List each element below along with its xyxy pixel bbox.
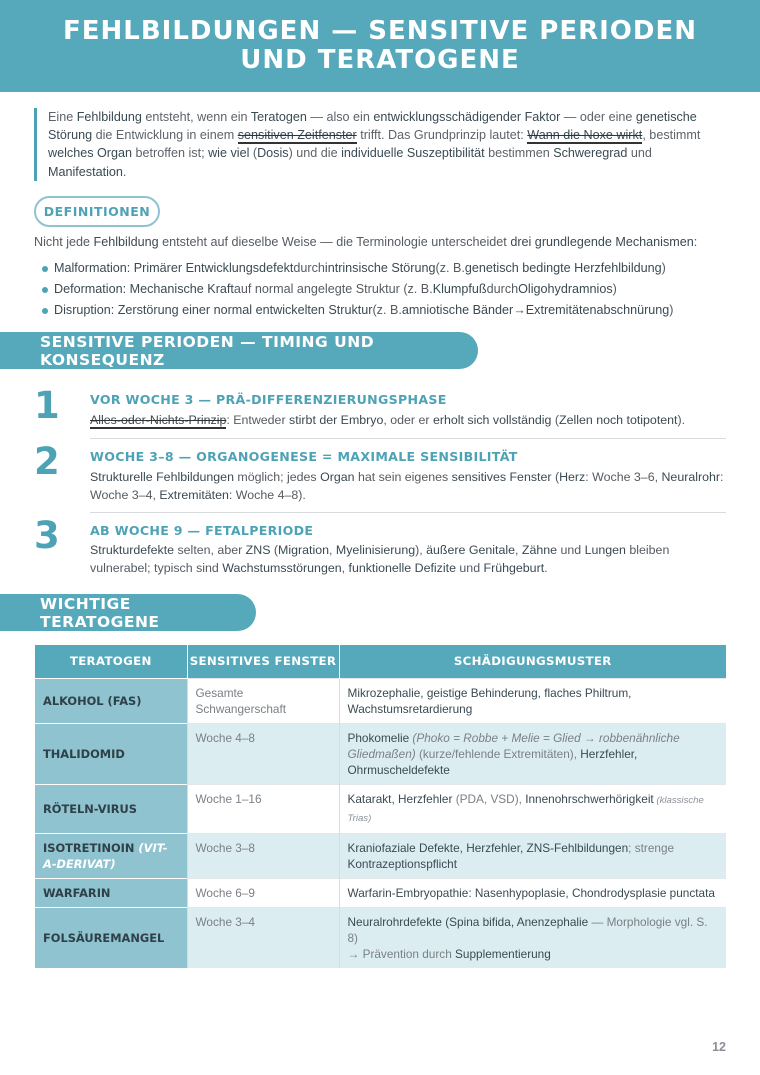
intro-paragraph: Eine Fehlbildung entsteht, wenn ein Teratogen — also ein entwicklungsschädigender Faktor — oder eine genetische Störung die Entwicklung in einem sensitiven Zeitfenster trifft. Das Grundprinzip lautet: Wann die Noxe wirkt, bestimmt welches Organ betroffen ist; wie viel (Dosis) und die individuelle Suszeptibilität bestimmen Schweregrad und Manifestation. (34, 108, 726, 181)
phase-title: WOCHE 3–8 — ORGANOGENESE = MAXIMALE SENSIBILITÄT (90, 449, 518, 464)
teratogen-pattern: Neuralrohrdefekte (Spina bifida, Anenzephalie — Morphologie vgl. S. 8) → Prävention durch Supplementierung (339, 907, 726, 968)
teratogen-window: Gesamte Schwangerschaft (187, 678, 339, 723)
phase-number: 1 (34, 384, 60, 427)
page-title: FEHLBILDUNGEN — SENSITIVE PERIODEN UND TERATOGENE (62, 16, 698, 75)
page-header (0, 0, 760, 92)
teratogen-name: WARFARIN (35, 878, 187, 907)
teratogen-name: THALIDOMID (35, 723, 187, 784)
teratogen-name: RÖTELN-VIRUS (35, 784, 187, 833)
divider (90, 438, 726, 439)
teratogen-window: Woche 6–9 (187, 878, 339, 907)
teratogen-window: Woche 4–8 (187, 723, 339, 784)
teratogen-pattern: Katarakt, Herzfehler (PDA, VSD), Innenohrschwerhörigkeit (klassische Trias) (339, 784, 726, 833)
list-item: Deformation: Mechanische Kraft auf normal angelegte Struktur (z. B. Klumpfuß durch Oligohydramnios ) (42, 279, 674, 300)
table-row (35, 907, 726, 968)
section-banner-periods: SENSITIVE PERIODEN — TIMING UND KONSEQUENZ (0, 332, 478, 369)
section-banner-teratogens: WICHTIGE TERATOGENE (0, 594, 256, 631)
table-header-row (35, 645, 726, 678)
phase-text: Strukturdefekte selten, aber ZNS (Migration, Myelinisierung), äußere Genitale, Zähne und Lungen bleiben vulnerabel; typisch sind Wachstumsstörungen, funktionelle Defizite und Frühgeburt. (90, 543, 670, 575)
table-row (35, 784, 726, 833)
phase-2 (34, 440, 726, 508)
teratogen-pattern: Phokomelie (Phoko = Robbe + Melie = Glied → robbenähnliche Gliedmaßen) (kurze/fehlende Extremitäten), Herzfehler, Ohrmuscheldefekte (339, 723, 726, 784)
phase-title: VOR WOCHE 3 — PRÄ-DIFFERENZIERUNGSPHASE (90, 392, 447, 407)
list-item: Disruption: Zerstörung einer normal entwickelten Struktur (z. B. amniotische Bänder → Extremitätenabschnürung ) (42, 300, 674, 321)
definitions-list (42, 258, 674, 321)
phase-text: Alles-oder-Nichts-Prinzip: Entweder stirbt der Embryo, oder er erholt sich vollständig (Zellen noch totipotent). (90, 413, 686, 427)
teratogens-table (35, 645, 726, 968)
column-header: SENSITIVES FENSTER (187, 645, 339, 678)
phase-number: 2 (34, 440, 60, 483)
bullet-icon (42, 308, 48, 314)
teratogen-name: ALKOHOL (FAS) (35, 678, 187, 723)
teratogen-pattern: Warfarin-Embryopathie: Nasenhypoplasie, Chondrodysplasie punctata (339, 878, 726, 907)
column-header: SCHÄDIGUNGSMUSTER (339, 645, 726, 678)
teratogen-name: FOLSÄUREMANGEL (35, 907, 187, 968)
definitions-intro: Nicht jede Fehlbildung entsteht auf dieselbe Weise — die Terminologie unterscheidet drei grundlegende Mechanismen: (34, 235, 698, 249)
teratogen-window: Woche 3–4 (187, 907, 339, 968)
divider (90, 512, 726, 513)
table-row (35, 833, 726, 878)
definitions-pill: DEFINITIONEN (34, 196, 160, 227)
list-item: Malformation: Primärer Entwicklungsdefekt durch intrinsische Störung (z. B. genetisch bedingte Herzfehlbildung ) (42, 258, 674, 279)
bullet-icon (42, 266, 48, 272)
teratogen-window: Woche 3–8 (187, 833, 339, 878)
teratogen-name: ISOTRETINOIN (VIT-A-DERIVAT) (35, 833, 187, 878)
table-row (35, 723, 726, 784)
teratogen-window: Woche 1–16 (187, 784, 339, 833)
bullet-icon (42, 287, 48, 293)
page-number: 12 (712, 1040, 726, 1054)
phase-3 (34, 514, 726, 582)
table-row (35, 878, 726, 907)
teratogen-pattern: Kraniofaziale Defekte, Herzfehler, ZNS-Fehlbildungen; strenge Kontrazeptionspflicht (339, 833, 726, 878)
teratogen-pattern: Mikrozephalie, geistige Behinderung, flaches Philtrum, Wachstumsretardierung (339, 678, 726, 723)
phase-number: 3 (34, 514, 60, 557)
table-row (35, 678, 726, 723)
phase-title: AB WOCHE 9 — FETALPERIODE (90, 523, 314, 538)
phase-text: Strukturelle Fehlbildungen möglich; jedes Organ hat sein eigenes sensitives Fenster (Herz: Woche 3–6, Neuralrohr: Woche 3–4, Extremitäten: Woche 4–8). (90, 470, 724, 502)
phase-1 (34, 384, 726, 434)
column-header: TERATOGEN (35, 645, 187, 678)
